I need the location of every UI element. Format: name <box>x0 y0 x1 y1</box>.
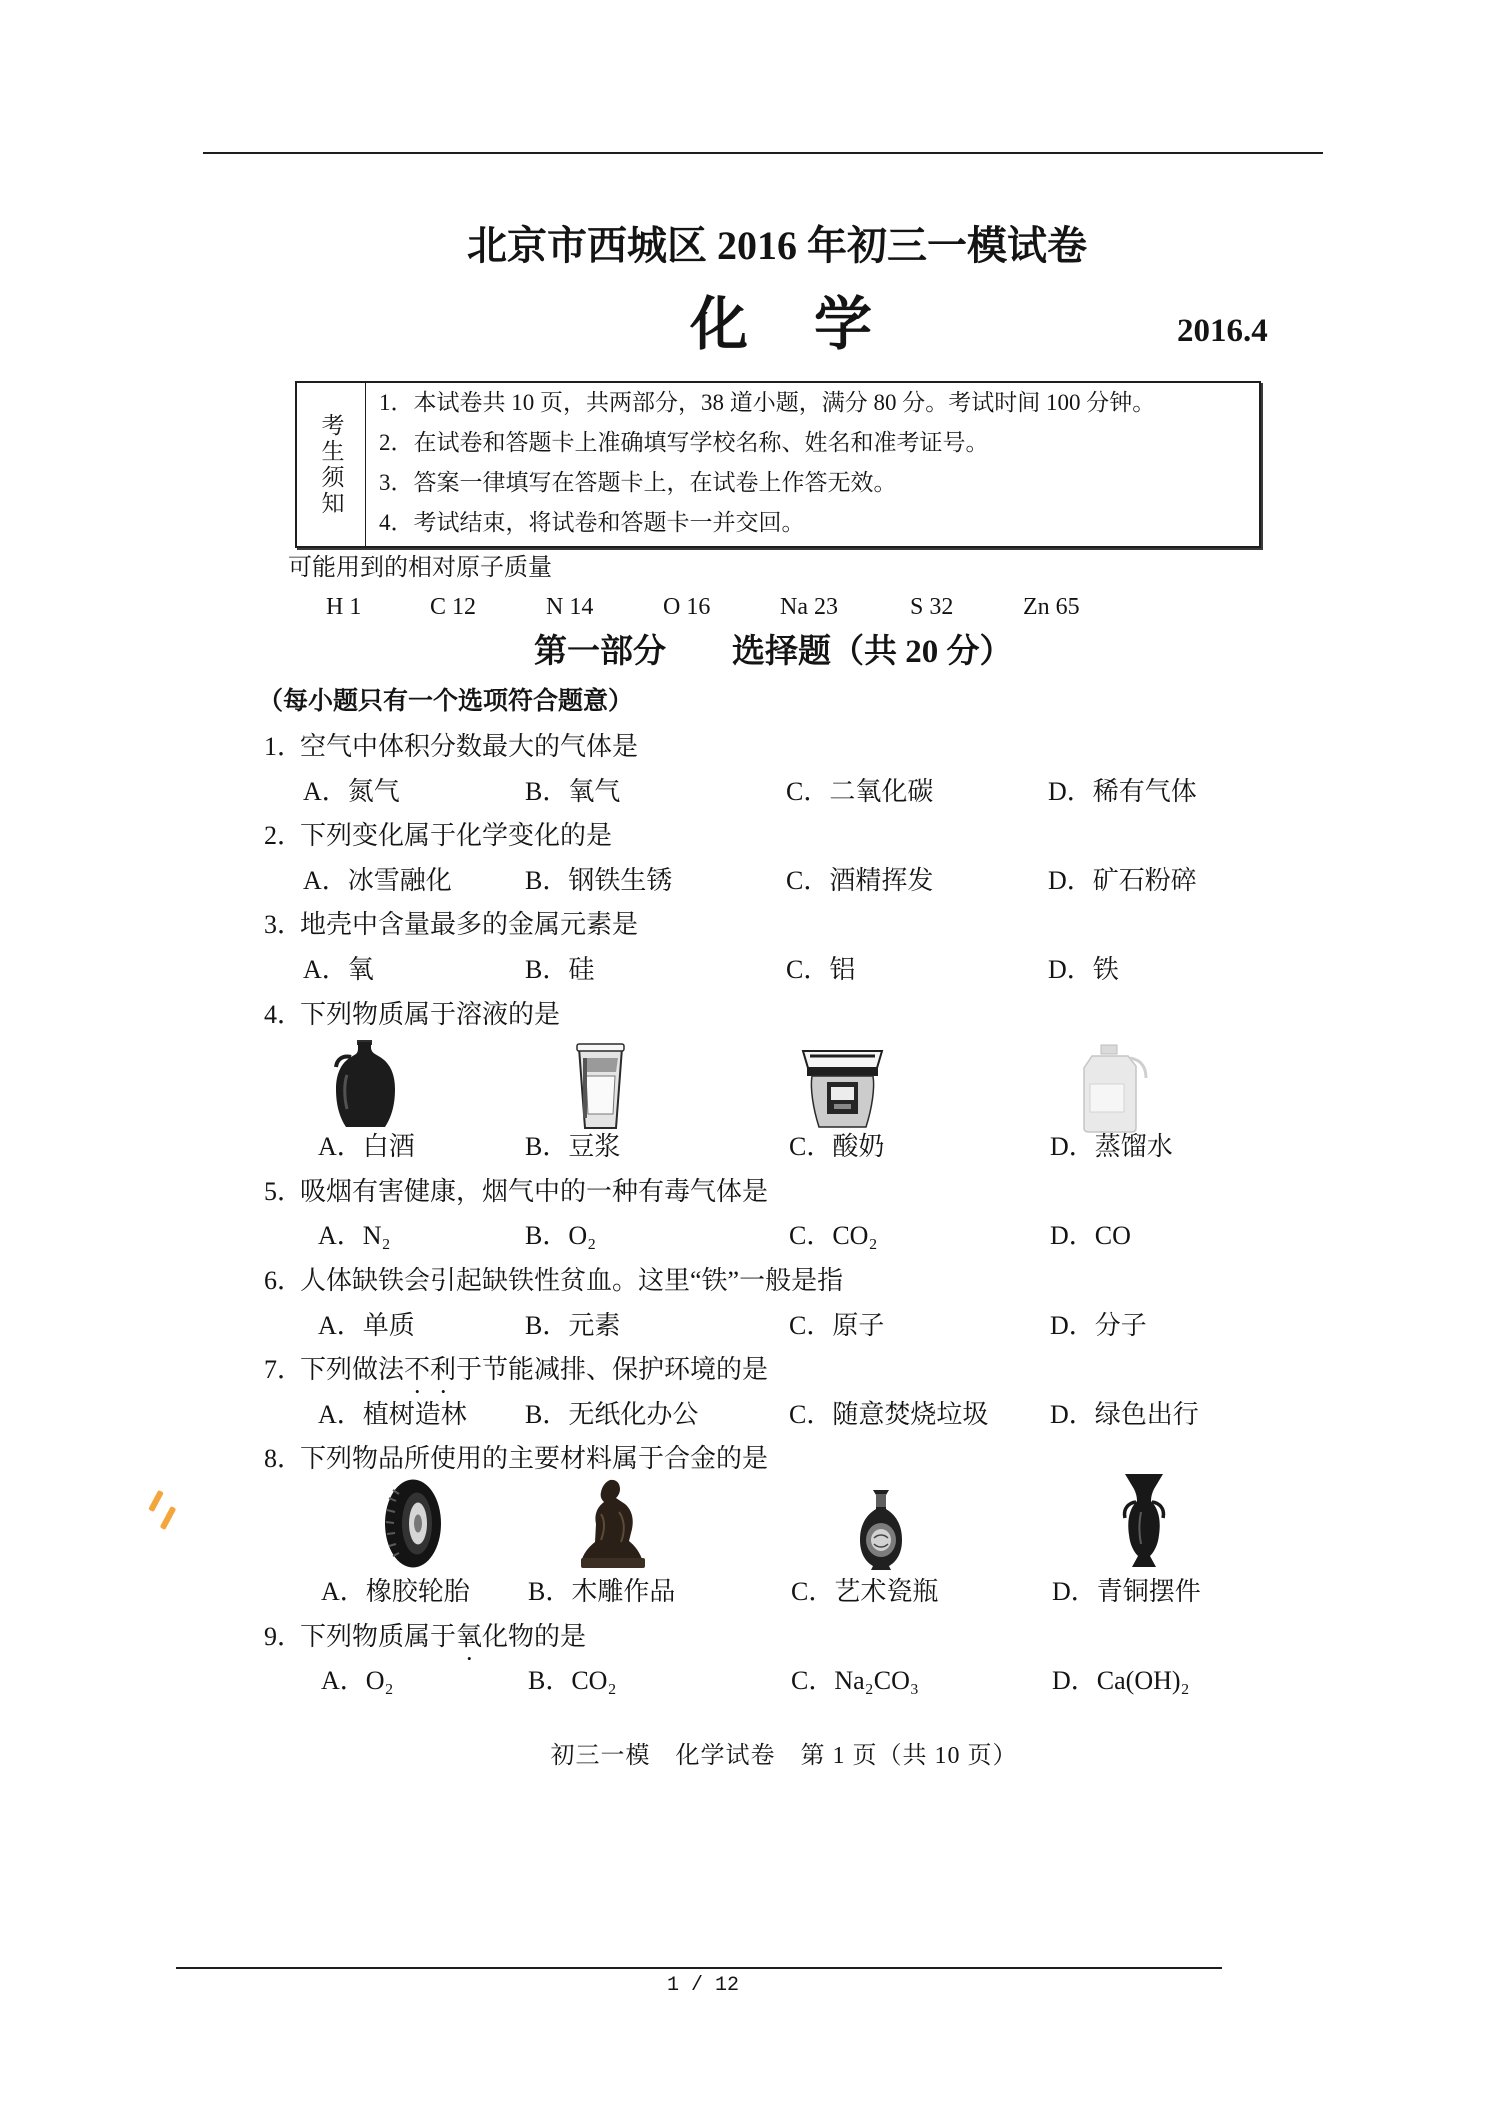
option-b <box>525 1214 596 1259</box>
option-letter: B． <box>525 1310 569 1340</box>
top-rule <box>203 152 1323 154</box>
question-text <box>300 903 638 948</box>
option-a <box>318 1214 391 1259</box>
notice-items <box>379 383 1155 543</box>
question-2-stem <box>0 814 1488 859</box>
option-c <box>786 948 855 993</box>
option-d <box>1048 948 1119 993</box>
option-text: CO <box>1094 1221 1131 1251</box>
atomic-mass-value: C 12 <box>430 594 477 620</box>
option-letter: A． <box>321 1666 366 1696</box>
option-letter: D． <box>1052 1577 1097 1606</box>
atomic-mass-value: N 14 <box>546 594 594 620</box>
option-letter: B． <box>525 1221 569 1251</box>
question-text-part: 下列物品所使用的主要材料属于合金的是 <box>300 1444 769 1474</box>
option-d <box>1052 1570 1201 1615</box>
question-list <box>0 725 1488 1725</box>
watermark-stroke <box>148 1490 164 1512</box>
question-text <box>300 993 560 1038</box>
question-text <box>300 1170 768 1215</box>
option-text: 木雕作品 <box>571 1577 676 1606</box>
option-c <box>791 1570 938 1615</box>
atomic-mass-value: H 1 <box>326 594 362 620</box>
option-text: 元素 <box>568 1310 621 1340</box>
option-letter: B． <box>525 1399 569 1429</box>
option-letter: B． <box>528 1577 572 1606</box>
option-letter: D． <box>1050 1132 1095 1162</box>
notice-item: 4．考试结束，将试卷和答题卡一并交回。 <box>379 510 805 535</box>
option-letter: B． <box>528 1666 572 1696</box>
question-text-part: 吸烟有害健康，烟气中的一种有毒气体是 <box>300 1176 769 1206</box>
question-text-part: 人体缺铁会引起缺铁性贫血。这里“铁”一般是指 <box>300 1266 844 1295</box>
option-text: CO₂ <box>571 1666 617 1696</box>
option-letter: A． <box>318 1132 363 1162</box>
option-text: 无纸化办公 <box>568 1399 699 1429</box>
question-text-part: 于节能减排、保护环境的是 <box>456 1355 769 1385</box>
question-text <box>300 725 638 770</box>
question-number: 4． <box>264 999 304 1029</box>
option-letter: A． <box>318 1310 363 1340</box>
question-text-part: 下列物质属于 <box>300 1621 457 1651</box>
option-b <box>525 948 594 993</box>
question-9-options <box>0 1659 1488 1704</box>
option-d <box>1048 770 1197 815</box>
option-letter: C． <box>786 955 830 984</box>
option-letter: C． <box>791 1577 835 1606</box>
option-text: 氧气 <box>568 776 621 806</box>
question-text-part: 下列物质属于溶液的是 <box>300 999 561 1029</box>
option-letter: A． <box>318 1221 363 1251</box>
question-text-part: 下列做法 <box>300 1355 405 1385</box>
question-text <box>300 814 612 859</box>
option-text: 稀有气体 <box>1092 776 1197 806</box>
question-text <box>300 1437 768 1482</box>
option-d <box>1050 1393 1199 1438</box>
question-8-options <box>0 1570 1488 1615</box>
option-b <box>525 1125 620 1170</box>
option-letter: D． <box>1048 955 1093 984</box>
question-number: 7． <box>264 1355 304 1385</box>
option-text: 分子 <box>1094 1310 1147 1340</box>
question-8-stem <box>0 1437 1488 1482</box>
option-letter: C． <box>789 1310 833 1340</box>
emphasized-text: 氧 <box>456 1621 483 1651</box>
exam-date: 2016.4 <box>1177 313 1268 349</box>
question-text-part: 地壳中含量最多的金属元素是 <box>300 910 639 940</box>
notice-item: 1．本试卷共 10 页，共两部分，38 道小题，满分 80 分。考试时间 100 分钟。 <box>379 390 1156 415</box>
question-text <box>300 1615 586 1666</box>
footer-page-label: 初三一模 化学试卷 第 1 页（共 10 页） <box>550 1743 1018 1769</box>
option-text: N₂ <box>362 1221 391 1251</box>
question-text <box>300 1259 843 1304</box>
option-text: 原子 <box>832 1310 885 1340</box>
question-number: 2． <box>264 821 304 851</box>
option-text: O₂ <box>568 1221 597 1251</box>
option-letter: A． <box>321 1577 366 1606</box>
atomic-mass-value: Na 23 <box>780 594 838 620</box>
option-c <box>786 770 933 815</box>
option-text: 氧 <box>347 955 374 984</box>
option-a <box>321 1659 394 1704</box>
option-text: 绿色出行 <box>1094 1399 1199 1429</box>
liquor-jar-image <box>331 1039 400 1130</box>
notice-item: 2．在试卷和答题卡上准确填写学校名称、姓名和准考证号。 <box>379 430 989 455</box>
option-b <box>528 1659 617 1704</box>
question-6-stem <box>0 1259 1488 1304</box>
option-text: 豆浆 <box>568 1132 621 1162</box>
option-c <box>791 1659 919 1704</box>
option-c <box>789 1393 988 1438</box>
option-text: 硅 <box>568 955 595 984</box>
question-number: 9． <box>264 1621 304 1651</box>
option-text: 单质 <box>362 1310 415 1340</box>
question-text-part: 空气中体积分数最大的气体是 <box>300 732 639 761</box>
option-text: 二氧化碳 <box>829 776 934 806</box>
option-letter: B． <box>525 1132 569 1162</box>
option-text: 橡胶轮胎 <box>365 1577 470 1606</box>
option-letter: D． <box>1048 865 1093 895</box>
option-letter: C． <box>789 1132 833 1162</box>
option-text: 青铜摆件 <box>1096 1577 1201 1606</box>
option-text: 植树造林 <box>362 1399 467 1429</box>
option-c <box>789 1214 878 1259</box>
option-text: 氮气 <box>347 776 400 806</box>
question-8-images <box>0 1482 1488 1570</box>
option-a <box>321 1570 470 1615</box>
option-c <box>786 859 933 904</box>
option-text: 酸奶 <box>832 1132 885 1162</box>
question-number: 1． <box>264 732 304 761</box>
porcelain-vase-image <box>856 1488 906 1572</box>
atomic-mass-value: O 16 <box>663 594 711 620</box>
option-letter: D． <box>1048 776 1093 806</box>
question-number: 3． <box>264 910 304 940</box>
soy-milk-cup-image <box>575 1042 626 1131</box>
option-a <box>303 948 374 993</box>
yogurt-jar-image <box>798 1048 887 1130</box>
bottom-rule <box>176 1967 1222 1969</box>
question-4-images <box>0 1037 1488 1125</box>
question-5-stem <box>0 1170 1488 1215</box>
option-d <box>1050 1214 1131 1259</box>
atomic-mass-value: Zn 65 <box>1023 594 1080 620</box>
option-letter: B． <box>525 865 569 895</box>
notice-label-cell <box>297 383 366 546</box>
option-letter: D． <box>1052 1666 1097 1696</box>
option-b <box>525 1393 698 1438</box>
option-letter: C． <box>786 776 830 806</box>
option-text: Ca(OH)₂ <box>1096 1666 1190 1696</box>
option-letter: B． <box>525 776 569 806</box>
option-b <box>525 859 672 904</box>
option-text: 蒸馏水 <box>1094 1132 1173 1162</box>
notice-item: 3．答案一律填写在答题卡上，在试卷上作答无效。 <box>379 470 897 495</box>
question-1-stem <box>0 725 1488 770</box>
page-counter: 1 / 12 <box>666 1974 739 1997</box>
notice-label: 考生须知 <box>318 412 344 517</box>
option-text: 艺术瓷瓶 <box>834 1577 939 1606</box>
atomic-mass-list <box>0 591 1488 623</box>
option-letter: C． <box>789 1221 833 1251</box>
option-d <box>1048 859 1197 904</box>
question-6-options <box>0 1304 1488 1349</box>
question-9-stem <box>0 1615 1488 1660</box>
question-number: 8． <box>264 1444 304 1474</box>
question-2-options <box>0 859 1488 904</box>
option-a <box>318 1125 415 1170</box>
emphasized-text: 不利 <box>404 1355 457 1385</box>
option-letter: C． <box>791 1666 835 1696</box>
option-d <box>1050 1125 1173 1170</box>
option-letter: A． <box>303 865 348 895</box>
option-letter: B． <box>525 955 569 984</box>
option-a <box>318 1304 415 1349</box>
option-letter: C． <box>789 1399 833 1429</box>
option-b <box>525 1304 620 1349</box>
wood-carving-image <box>579 1478 647 1569</box>
question-3-stem <box>0 903 1488 948</box>
watermark-stroke <box>160 1506 177 1530</box>
option-letter: D． <box>1050 1399 1095 1429</box>
question-3-options <box>0 948 1488 993</box>
option-d <box>1050 1304 1147 1349</box>
option-text: 冰雪融化 <box>347 865 452 895</box>
option-text: 铁 <box>1092 955 1119 984</box>
question-7-options <box>0 1393 1488 1438</box>
option-letter: D． <box>1050 1221 1095 1251</box>
distilled-water-bottle-image <box>1080 1044 1150 1133</box>
section-title: 第一部分 选择题（共 20 分） <box>534 634 1013 670</box>
question-4-options <box>0 1125 1488 1170</box>
question-text-part: 下列变化属于化学变化的是 <box>300 821 613 851</box>
option-text: 随意焚烧垃圾 <box>832 1399 989 1429</box>
atomic-mass-label: 可能用到的相对原子质量 <box>288 555 552 581</box>
question-number: 6． <box>264 1266 304 1295</box>
rubber-tire-image <box>383 1478 444 1569</box>
option-text: 白酒 <box>362 1132 415 1162</box>
option-text: 矿石粉碎 <box>1092 865 1197 895</box>
option-b <box>525 770 620 815</box>
option-a <box>303 770 400 815</box>
option-c <box>789 1125 884 1170</box>
question-text <box>300 1348 768 1399</box>
option-letter: D． <box>1050 1310 1095 1340</box>
option-a <box>303 859 452 904</box>
question-5-options <box>0 1214 1488 1259</box>
question-1-options <box>0 770 1488 815</box>
option-text: CO₂ <box>832 1221 878 1251</box>
subject-title: 化 学 <box>690 292 877 357</box>
option-text: 钢铁生锈 <box>568 865 673 895</box>
option-text: 铝 <box>829 955 856 984</box>
question-7-stem <box>0 1348 1488 1393</box>
option-text: Na₂CO₃ <box>834 1666 919 1696</box>
exam-title: 北京市西城区 2016 年初三一模试卷 <box>467 223 1087 268</box>
bronze-vase-image <box>1119 1472 1169 1569</box>
option-text: O₂ <box>365 1666 394 1696</box>
option-letter: C． <box>786 865 830 895</box>
option-d <box>1052 1659 1190 1704</box>
section-instruction: （每小题只有一个选项符合题意） <box>258 688 634 715</box>
option-b <box>528 1570 675 1615</box>
candidate-notice-box <box>295 381 1261 548</box>
option-letter: A． <box>318 1399 363 1429</box>
atomic-mass-value: S 32 <box>910 594 954 620</box>
watermark-fragment <box>149 1488 181 1532</box>
question-text-part: 化物的是 <box>482 1621 587 1651</box>
question-number: 5． <box>264 1176 304 1206</box>
option-letter: A． <box>303 776 348 806</box>
option-text: 酒精挥发 <box>829 865 934 895</box>
question-4-stem <box>0 993 1488 1038</box>
option-letter: A． <box>303 955 348 984</box>
option-a <box>318 1393 467 1438</box>
option-c <box>789 1304 884 1349</box>
